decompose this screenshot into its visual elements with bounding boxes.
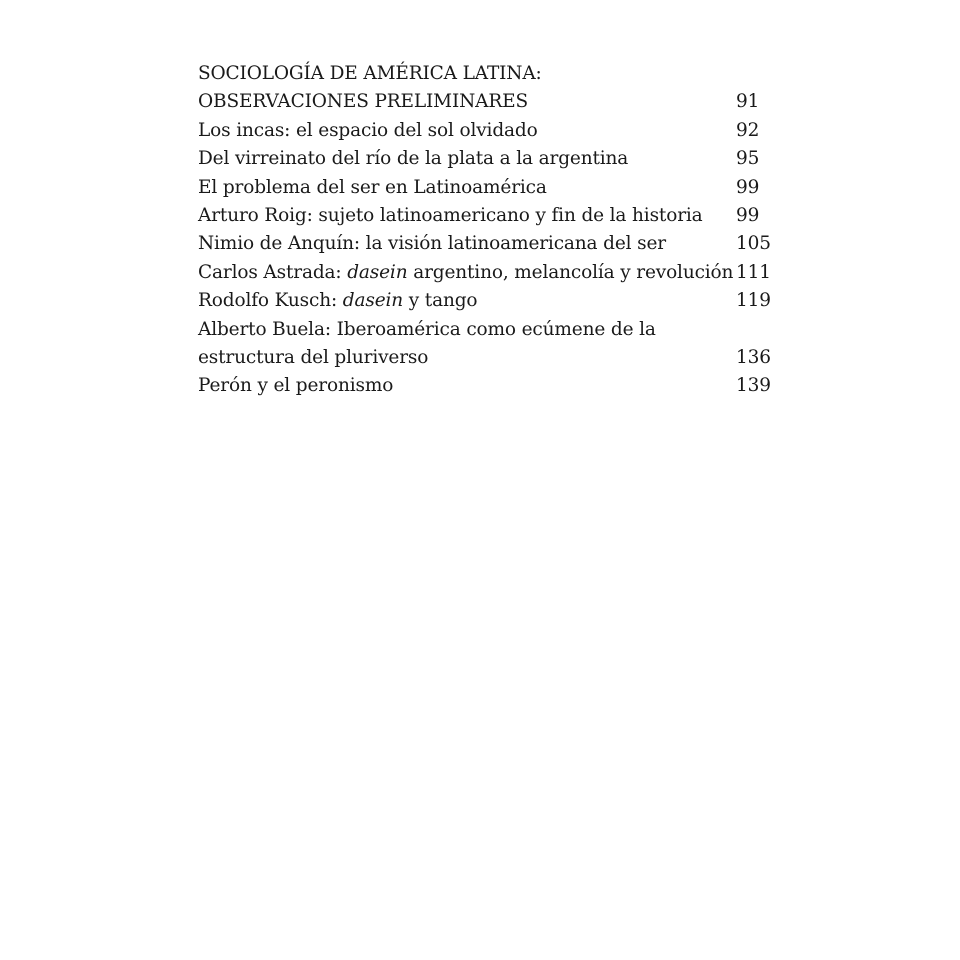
toc-section-title-line-2: OBSERVACIONES PRELIMINARES — [198, 91, 529, 113]
toc-page-number: 91 — [736, 91, 760, 113]
toc-entry-title: Del virreinato del río de la plata a la argentina — [198, 148, 629, 170]
toc-entry-title — [198, 259, 733, 287]
toc-entry-title: Arturo Roig: sujeto latinoamericano y fin de la historia — [198, 204, 703, 226]
toc-entry — [198, 174, 778, 202]
toc-entry-title-suffix: y tango — [403, 290, 478, 312]
toc-page-number: 99 — [736, 176, 760, 198]
toc-entry-title-suffix: argentino, melancolía y revolución — [407, 261, 734, 283]
toc-page-number: 99 — [736, 204, 760, 226]
toc-entry-title-prefix: Rodolfo Kusch: — [198, 290, 343, 312]
toc-entry-title: El problema del ser en Latinoamérica — [198, 176, 547, 198]
toc-entry — [198, 259, 778, 287]
toc-entry-title-italic: dasein — [342, 290, 404, 312]
table-of-contents — [198, 60, 778, 401]
toc-page-number: 92 — [736, 119, 760, 141]
toc-entry-title — [198, 287, 477, 315]
toc-entry-title-italic: dasein — [347, 261, 408, 283]
toc-page-number: 111 — [736, 261, 771, 283]
toc-entry — [198, 202, 778, 230]
toc-line — [198, 60, 778, 88]
toc-entry — [198, 145, 778, 173]
toc-entry — [198, 117, 778, 145]
toc-entry-title: Perón y el peronismo — [198, 375, 394, 397]
toc-entry-title-line-2: estructura del pluriverso — [198, 346, 429, 368]
toc-entry — [198, 372, 778, 400]
toc-line — [198, 316, 778, 344]
toc-page-number: 136 — [736, 346, 771, 368]
toc-line — [198, 344, 778, 372]
toc-section-title-line-1: SOCIOLOGÍA DE AMÉRICA LATINA: — [198, 63, 542, 84]
toc-page-number: 139 — [736, 375, 771, 397]
toc-entry-title: Los incas: el espacio del sol olvidado — [198, 119, 538, 141]
toc-page-number: 119 — [736, 290, 771, 312]
toc-entry-title-line-1: Alberto Buela: Iberoamérica como ecúmene de la — [198, 318, 656, 340]
toc-line — [198, 88, 778, 116]
toc-entry — [198, 230, 778, 258]
toc-entry-title-prefix: Carlos Astrada: — [198, 261, 348, 283]
toc-page-number: 105 — [736, 233, 771, 255]
toc-page-number: 95 — [736, 148, 760, 170]
toc-entry-title: Nimio de Anquín: la visión latinoamericana del ser — [198, 233, 666, 255]
toc-entry — [198, 287, 778, 315]
